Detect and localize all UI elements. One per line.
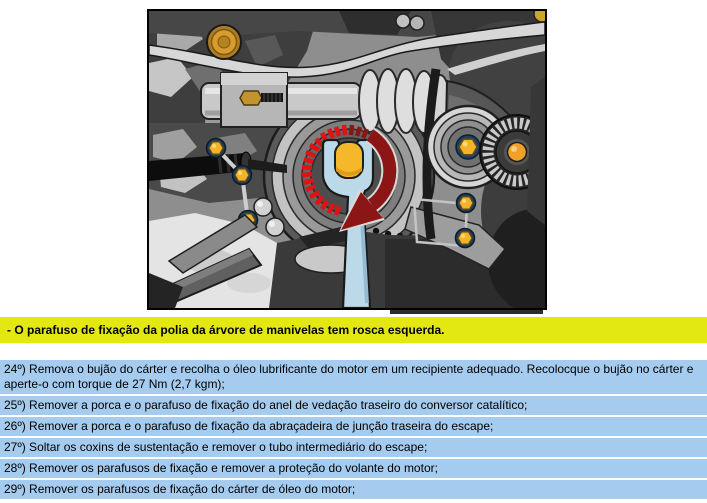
ball-joint <box>254 198 272 216</box>
engine-illustration <box>149 11 545 308</box>
step-row-28: 28º) Remover os parafusos de fixação e remover a proteção do volante do motor; <box>0 459 707 478</box>
figure-shadow-strip <box>390 310 543 314</box>
step-row-25: 25º) Remover a porca e o parafuso de fixação do anel de vedação traseiro do conversor catalítico; <box>0 396 707 415</box>
step-row-29: 29º) Remover os parafusos de fixação do cárter de óleo do motor; <box>0 480 707 499</box>
step-row-27: 27º) Soltar os coxins de sustentação e remover o tubo intermediário do escape; <box>0 438 707 457</box>
ball-joint <box>266 218 284 236</box>
mount-knob <box>410 16 424 30</box>
step-row-26: 26º) Remover a porca e o parafuso de fixação da abraçadeira de junção traseira do escape; <box>0 417 707 436</box>
step-row-24: 24º) Remova o bujão do cárter e recolha o óleo lubrificante do motor em um recipiente adequado. Recolocque o bujão no cárter e aperte-o com torque de 27 Nm (2,7 kgm); <box>0 360 707 394</box>
warning-note-text: - O parafuso de fixação da polia da árvore de manivelas tem rosca esquerda. <box>7 323 445 337</box>
steps-list <box>0 360 707 501</box>
crankshaft-bolt <box>335 142 363 178</box>
engine-figure <box>147 9 547 310</box>
warning-note <box>0 317 707 343</box>
mount-knob <box>396 14 410 28</box>
brass-fitting <box>240 91 262 105</box>
drain-plug <box>207 25 241 59</box>
